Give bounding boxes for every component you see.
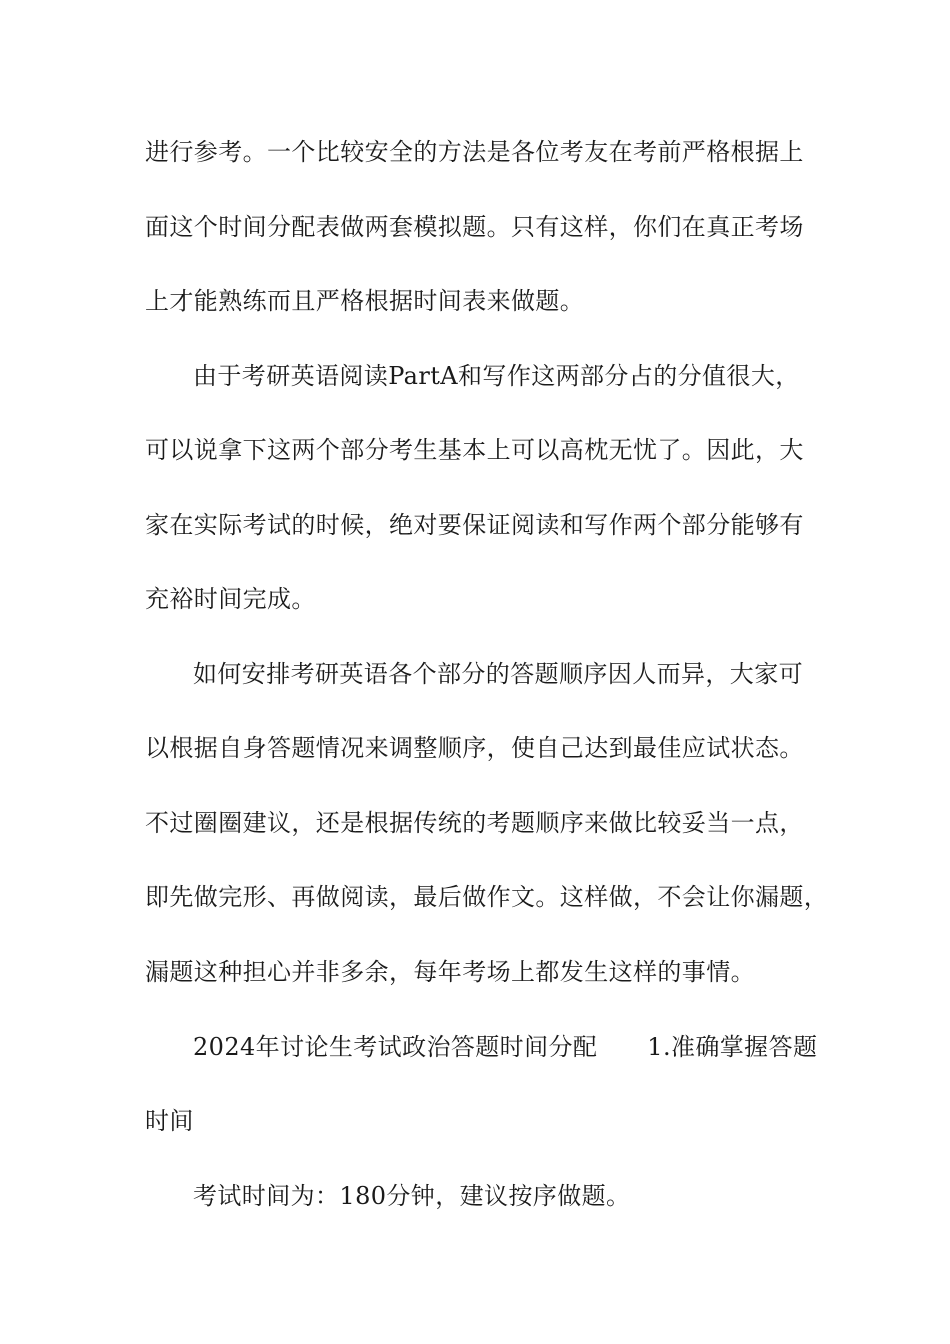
paragraph-3-line-3: 不过圈圈建议，还是根据传统的考题顺序来做比较妥当一点， xyxy=(145,809,804,837)
paragraph-3-line-2: 以根据自身答题情况来调整顺序，使自己达到最佳应试状态。 xyxy=(145,734,804,762)
paragraph-4-line-1: 考试时间为：180分钟，建议按序做题。 xyxy=(193,1182,631,1210)
section-heading-subtitle: 1.准确掌握答题 xyxy=(647,1033,818,1061)
paragraph-3-line-5: 漏题这种担心并非多余，每年考场上都发生这样的事情。 xyxy=(145,958,755,986)
section-heading-subtitle-continuation: 时间 xyxy=(145,1107,194,1135)
paragraph-2-line-3: 家在实际考试的时候，绝对要保证阅读和写作两个部分能够有 xyxy=(145,511,804,539)
paragraph-1-line-1: 进行参考。一个比较安全的方法是各位考友在考前严格根据上 xyxy=(145,138,804,166)
paragraph-3-line-1: 如何安排考研英语各个部分的答题顺序因人而异，大家可 xyxy=(193,660,803,688)
paragraph-1-line-2: 面这个时间分配表做两套模拟题。只有这样，你们在真正考场 xyxy=(145,213,804,241)
section-heading-title: 2024年讨论生考试政治答题时间分配 xyxy=(193,1033,598,1061)
paragraph-3-line-4: 即先做完形、再做阅读，最后做作文。这样做，不会让你漏题， xyxy=(145,883,829,911)
paragraph-2-line-1: 由于考研英语阅读PartA和写作这两部分占的分值很大， xyxy=(193,362,800,390)
paragraph-2-line-2: 可以说拿下这两个部分考生基本上可以高枕无忧了。因此，大 xyxy=(145,436,804,464)
section-heading xyxy=(193,1032,883,1062)
paragraph-2-line-4: 充裕时间完成。 xyxy=(145,585,316,613)
paragraph-1-line-3: 上才能熟练而且严格根据时间表来做题。 xyxy=(145,287,585,315)
